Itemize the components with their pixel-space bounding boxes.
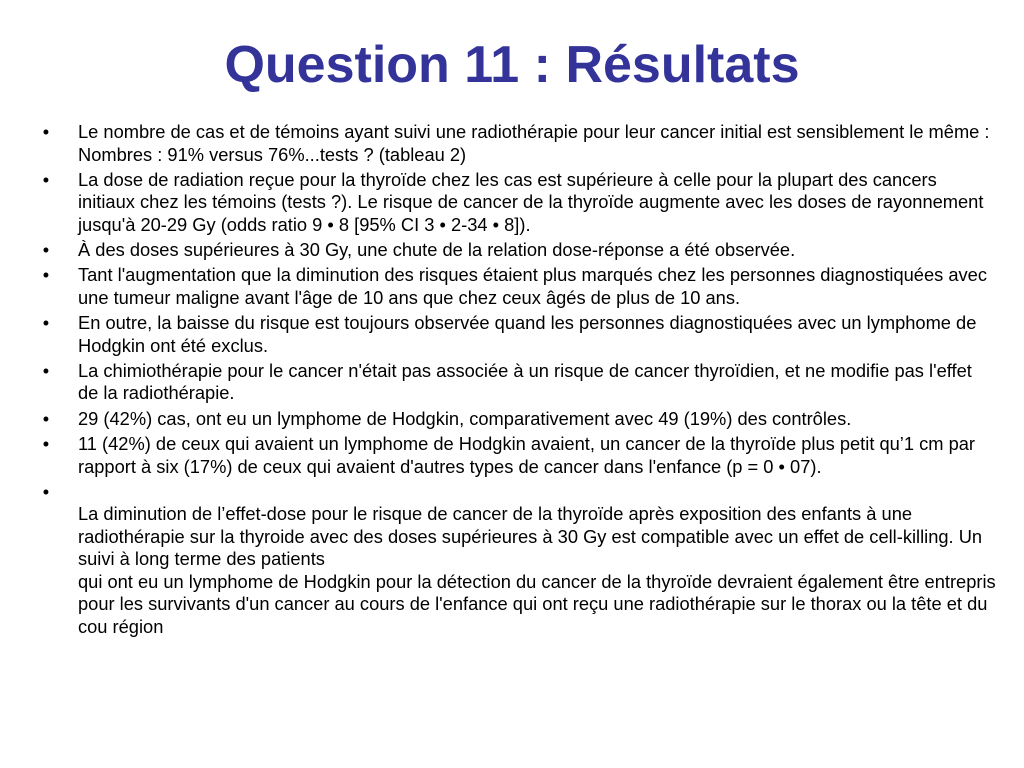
bullet-text: En outre, la baisse du risque est toujours observée quand les personnes diagnostiquées avec un lymphome de Hodgkin ont été exclus. [78,312,977,356]
bullet-dot: • [42,480,50,502]
conclusion-text [78,481,996,639]
bullet-text: La dose de radiation reçue pour la thyroïde chez les cas est supérieure à celle pour la plupart des cancers initiaux chez les témoins (tests ?). Le risque de cancer de la thyroïde augmente avec les doses de rayonnement jusqu'à 20-29 Gy (odds ratio 9 • 8 [95% CI 3 • 2-34 • 8]). [78,168,984,235]
bullet-item [36,239,996,262]
bullet-dot: • [42,121,50,142]
bullet-dot: • [42,264,50,286]
conclusion-line-1: La diminution de l’effet-dose pour le risque de cancer de la thyroïde après exposition des enfants à une radiothérapie sur la thyroide avec des doses supérieures à 30 Gy est compatible avec un effet de cell-killing. Un suivi à long terme des patients [78,503,983,570]
conclusion-empty-line [78,481,996,504]
bullet-item [36,312,996,357]
bullet-dot: • [42,312,50,334]
bullet-item [36,169,996,237]
bullet-text: Le nombre de cas et de témoins ayant suivi une radiothérapie pour leur cancer initial est sensiblement le même : Nombres : 91% versus 76%...tests ? (tableau 2) [78,121,990,165]
bullet-item [36,433,996,478]
bullet-text: La chimiothérapie pour le cancer n'était pas associée à un risque de cancer thyroïdien, et ne modifie pas l'effet de la radiothérapie. [78,359,972,404]
bullet-item [36,360,996,405]
bullet-text: 29 (42%) cas, ont eu un lymphome de Hodgkin, comparativement avec 49 (19%) des contrôles. [78,407,852,429]
slide-title: Question 11 : Résultats [224,36,800,94]
conclusion-line-2: qui ont eu un lymphome de Hodgkin pour la détection du cancer de la thyroïde devraient également être entrepris pour les survivants d'un cancer au cours de l'enfance qui ont reçu une radiothérapie sur le thorax ou la tête et du cou région [78,570,996,637]
bullet-item [36,121,996,166]
bullet-dot: • [42,407,50,429]
bullet-dot: • [42,239,50,261]
bullet-dot: • [42,359,50,381]
bullet-text: À des doses supérieures à 30 Gy, une chute de la relation dose-réponse a été observée. [78,239,796,261]
bullet-item [36,408,996,431]
bullet-dot: • [42,433,50,455]
bullet-list [36,121,996,641]
bullet-text: Tant l'augmentation que la diminution des risques étaient plus marqués chez les personnes diagnostiquées avec une tumeur maligne avant l'âge de 10 ans que chez ceux âgés de plus de 10 ans. [78,264,987,308]
bullet-dot: • [42,168,50,190]
bullet-item [36,264,996,309]
bullet-text: 11 (42%) de ceux qui avaient un lymphome de Hodgkin avaient, un cancer de la thyroïde plus petit qu’1 cm par rapport à six (17%) de ceux qui avaient d'autres types de cancer dans l'enfance (p = 0 • 07). [78,433,975,477]
bullet-item-conclusion [36,481,996,639]
